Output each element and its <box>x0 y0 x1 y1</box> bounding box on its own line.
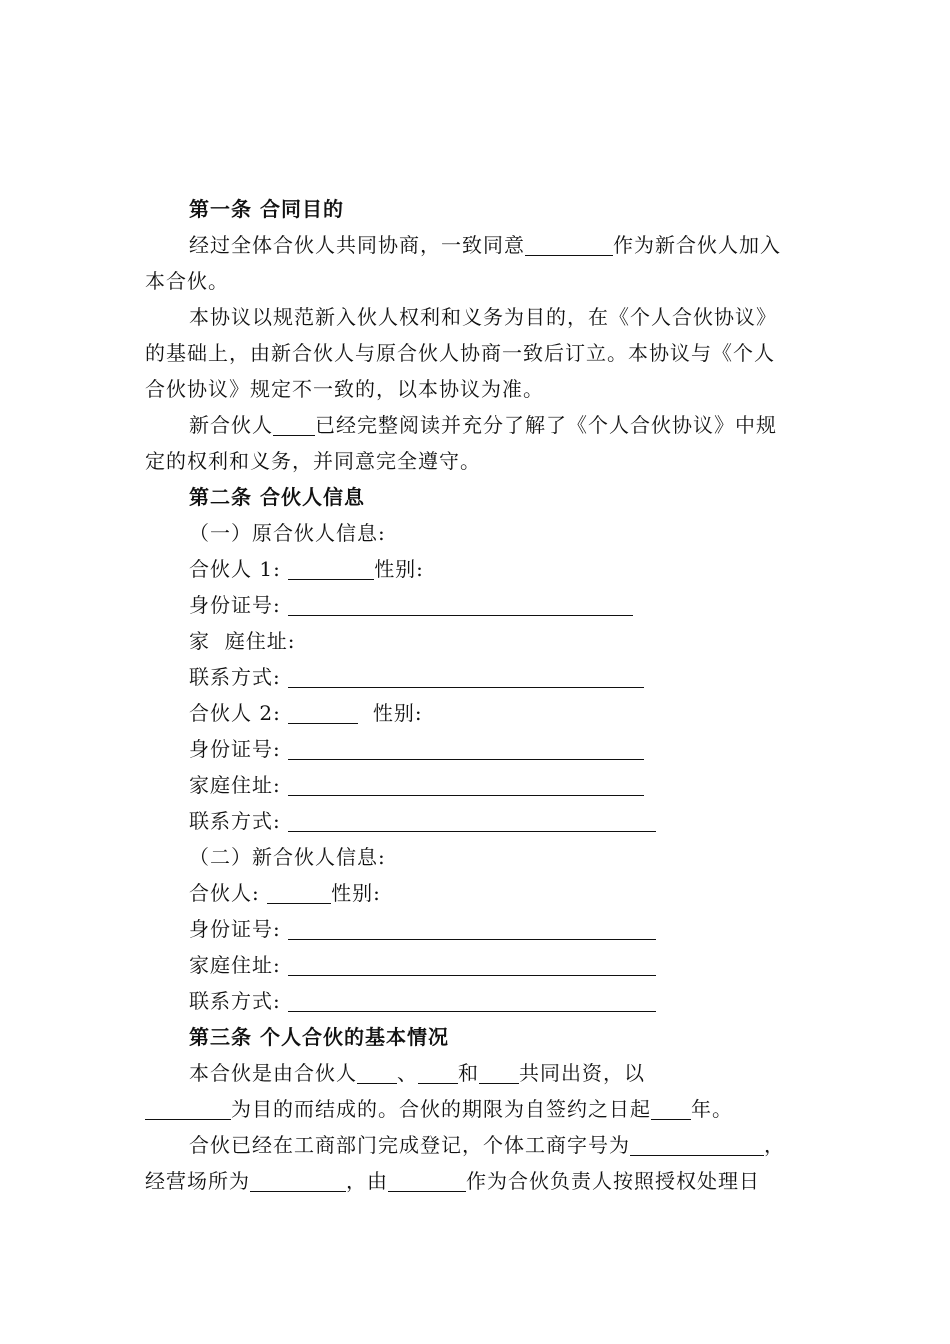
partner-2-id-row <box>145 731 810 767</box>
text: 年。 <box>691 1097 733 1121</box>
partner-2-address-row <box>145 767 810 803</box>
partner-1-name-row <box>145 551 810 587</box>
term-years-blank[interactable] <box>651 1095 691 1120</box>
label: 合伙人 1: <box>189 557 281 581</box>
text: 合伙已经在工商部门完成登记，个体工商字号为 <box>189 1133 630 1157</box>
text: ，由 <box>346 1169 388 1193</box>
partner-2-contact-blank[interactable] <box>288 807 656 832</box>
partner-2-contact-row <box>145 803 810 839</box>
text: 新合伙人 <box>189 413 273 437</box>
partner-2-name-row <box>145 695 810 731</box>
text: 和 <box>458 1061 479 1085</box>
new-partner-blank[interactable] <box>273 411 315 436</box>
new-partner-address-blank[interactable] <box>288 951 656 976</box>
responsible-person-blank[interactable] <box>388 1167 466 1192</box>
partner-2-id-blank[interactable] <box>288 735 644 760</box>
partner-1-id-blank[interactable] <box>288 591 633 616</box>
partner-1-id-row <box>145 587 810 623</box>
new-partner-contact-blank[interactable] <box>288 987 656 1012</box>
new-partner-id-blank[interactable] <box>288 915 656 940</box>
new-partner-heading: （二）新合伙人信息: <box>189 845 386 869</box>
label: 性别: <box>331 881 381 905</box>
text: 作为新合伙人加入 <box>613 233 781 257</box>
label: 联系方式: <box>189 989 281 1013</box>
partner-1-contact-blank[interactable] <box>288 663 644 688</box>
partner-c-blank[interactable] <box>479 1059 519 1084</box>
article-3-line-4 <box>145 1163 810 1199</box>
article-2-title: 第二条 合伙人信息 <box>189 485 365 509</box>
text: 经营场所为 <box>145 1169 250 1193</box>
partner-b-blank[interactable] <box>418 1059 458 1084</box>
new-partner-id-row <box>145 911 810 947</box>
new-partner-name-row <box>145 875 810 911</box>
label: 合伙人: <box>189 881 260 905</box>
partner-2-address-blank[interactable] <box>288 771 644 796</box>
business-name-blank[interactable] <box>630 1131 764 1156</box>
text: ， <box>764 1133 785 1157</box>
text: 、 <box>397 1061 418 1085</box>
partner-1-address-row: 家 庭住址: <box>189 629 296 653</box>
new-partner-name-field[interactable] <box>267 879 331 904</box>
article-3-title: 第三条 个人合伙的基本情况 <box>189 1025 449 1049</box>
original-partners-heading: （一）原合伙人信息: <box>189 521 386 545</box>
article-3-line-2 <box>145 1091 810 1127</box>
business-location-blank[interactable] <box>250 1167 346 1192</box>
label: 身份证号: <box>189 593 281 617</box>
label: 合伙人 2: <box>189 701 281 725</box>
label: 身份证号: <box>189 737 281 761</box>
new-partner-address-row <box>145 947 810 983</box>
article-1-para-1 <box>145 227 810 263</box>
article-1-para-3 <box>145 407 810 443</box>
label: 家庭住址: <box>189 953 281 977</box>
label: 家庭住址: <box>189 773 281 797</box>
article-1-para-2-cont: 合伙协议》规定不一致的，以本协议为准。 <box>145 377 544 401</box>
text: 为目的而结成的。合伙的期限为自签约之日起 <box>231 1097 651 1121</box>
partner-a-blank[interactable] <box>357 1059 397 1084</box>
label: 性别: <box>374 557 424 581</box>
label: 联系方式: <box>189 665 281 689</box>
text: 共同出资，以 <box>519 1061 645 1085</box>
article-1-para-2-cont: 的基础上，由新合伙人与原合伙人协商一致后订立。本协议与《个人 <box>145 341 775 365</box>
text: 作为合伙负责人按照授权处理日 <box>466 1169 760 1193</box>
text: 经过全体合伙人共同协商，一致同意 <box>189 233 525 257</box>
article-1-para-1-cont: 本合伙。 <box>145 269 229 293</box>
text: 已经完整阅读并充分了解了《个人合伙协议》中规 <box>315 413 777 437</box>
contract-body <box>145 191 810 1199</box>
partner-1-contact-row <box>145 659 810 695</box>
label: 性别: <box>372 701 423 725</box>
article-3-line-3 <box>145 1127 810 1163</box>
article-3-line-1 <box>145 1055 810 1091</box>
label: 联系方式: <box>189 809 281 833</box>
label: 身份证号: <box>189 917 281 941</box>
new-partner-name-blank[interactable] <box>525 231 613 256</box>
partner-1-name-blank[interactable] <box>288 555 374 580</box>
partner-2-name-blank[interactable] <box>288 699 358 724</box>
article-1-para-3-cont: 定的权利和义务，并同意完全遵守。 <box>145 449 481 473</box>
new-partner-contact-row <box>145 983 810 1019</box>
article-1-title: 第一条 合同目的 <box>189 197 344 221</box>
text: 本合伙是由合伙人 <box>189 1061 357 1085</box>
purpose-blank[interactable] <box>145 1095 231 1120</box>
article-1-para-2: 本协议以规范新入伙人权利和义务为目的，在《个人合伙协议》 <box>189 305 777 329</box>
